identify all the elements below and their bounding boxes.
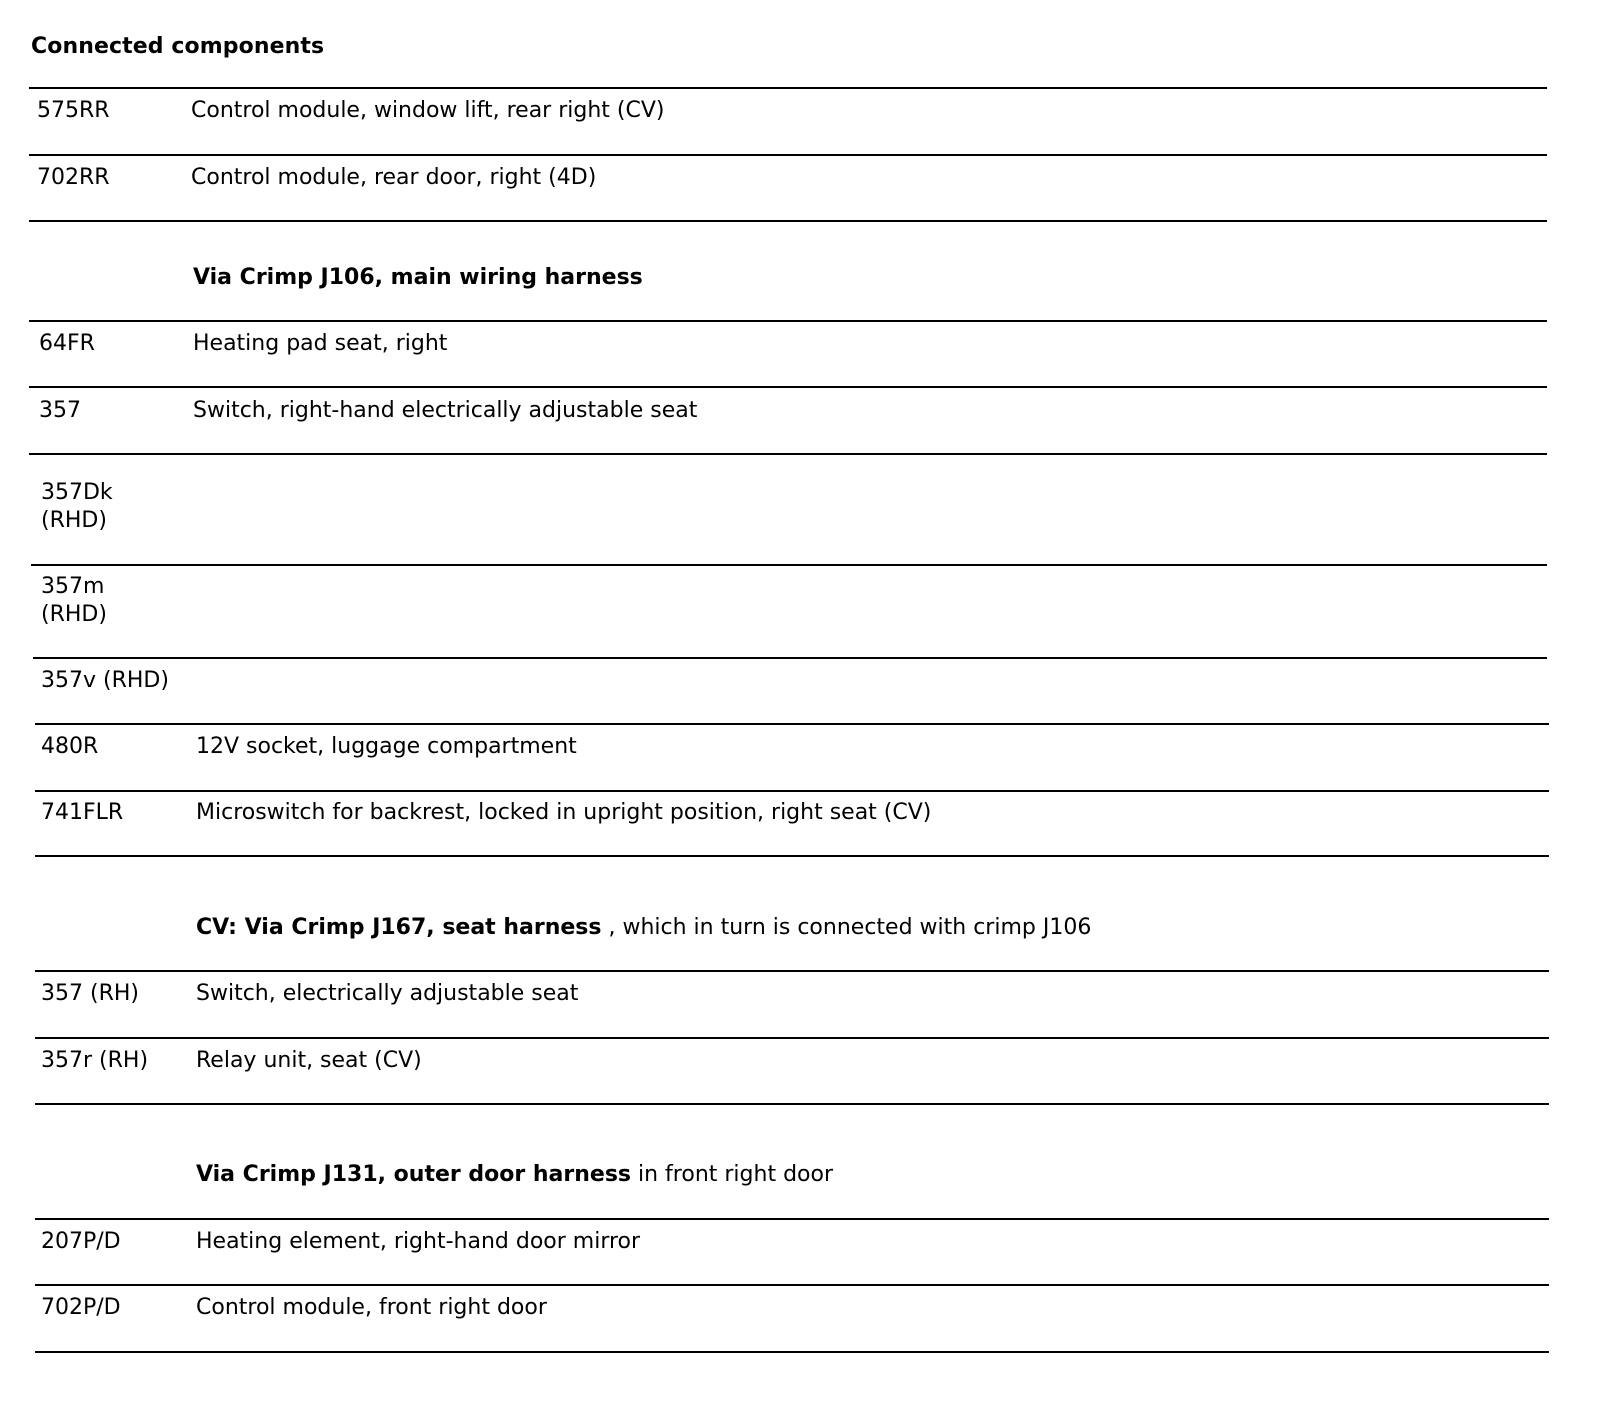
component-description: Control module, window lift, rear right (CV) <box>191 98 665 123</box>
component-code: 741FLR <box>41 800 124 825</box>
table-divider <box>29 453 1547 455</box>
table-divider <box>35 1037 1549 1039</box>
section-heading-bold: Via Crimp J131, outer door harness <box>196 1162 632 1187</box>
component-description: Control module, front right door <box>196 1295 547 1320</box>
table-divider <box>35 855 1549 857</box>
component-code-suffix: (RHD) <box>41 602 107 627</box>
component-description: Relay unit, seat (CV) <box>196 1048 422 1073</box>
component-code: 575RR <box>37 98 110 123</box>
component-description: Heating element, right-hand door mirror <box>196 1229 641 1254</box>
table-divider <box>35 1218 1549 1220</box>
section-heading <box>196 1161 833 1189</box>
section-heading-note: , which in turn is connected with crimp J106 <box>601 915 1092 940</box>
component-description: Control module, rear door, right (4D) <box>191 165 597 190</box>
section-heading-note: in front right door <box>631 1162 834 1187</box>
section-heading-bold: Via Crimp J106, main wiring harness <box>193 265 643 290</box>
table-divider <box>29 87 1547 89</box>
table-divider <box>33 657 1547 659</box>
component-code-suffix: (RHD) <box>41 508 107 533</box>
component-code: 357r (RH) <box>41 1048 149 1073</box>
table-divider <box>35 1351 1549 1353</box>
component-description: 12V socket, luggage compartment <box>196 734 577 759</box>
table-divider <box>29 386 1547 388</box>
table-divider <box>29 154 1547 156</box>
component-code: 480R <box>41 734 99 759</box>
component-code: 64FR <box>39 331 95 356</box>
component-description: Microswitch for backrest, locked in upright position, right seat (CV) <box>196 800 932 825</box>
component-code: 357 <box>39 398 81 423</box>
table-divider <box>31 564 1547 566</box>
table-divider <box>35 790 1549 792</box>
section-heading <box>193 264 643 292</box>
component-description: Switch, right-hand electrically adjustable seat <box>193 398 698 423</box>
page-title: Connected components <box>31 34 325 59</box>
section-heading-bold: CV: Via Crimp J167, seat harness <box>196 915 602 940</box>
component-code: 207P/D <box>41 1229 121 1254</box>
table-divider <box>35 1103 1549 1105</box>
component-code: 357v (RHD) <box>41 668 169 693</box>
component-code: 357Dk <box>41 480 113 505</box>
component-code: 357 (RH) <box>41 981 139 1006</box>
section-heading <box>196 914 1091 942</box>
component-code: 702P/D <box>41 1295 121 1320</box>
component-description: Heating pad seat, right <box>193 331 448 356</box>
component-code: 702RR <box>37 165 110 190</box>
table-divider <box>29 320 1547 322</box>
table-divider <box>35 970 1549 972</box>
component-description: Switch, electrically adjustable seat <box>196 981 579 1006</box>
table-divider <box>35 723 1549 725</box>
table-divider <box>29 220 1547 222</box>
component-code: 357m <box>41 574 105 599</box>
table-divider <box>35 1284 1549 1286</box>
